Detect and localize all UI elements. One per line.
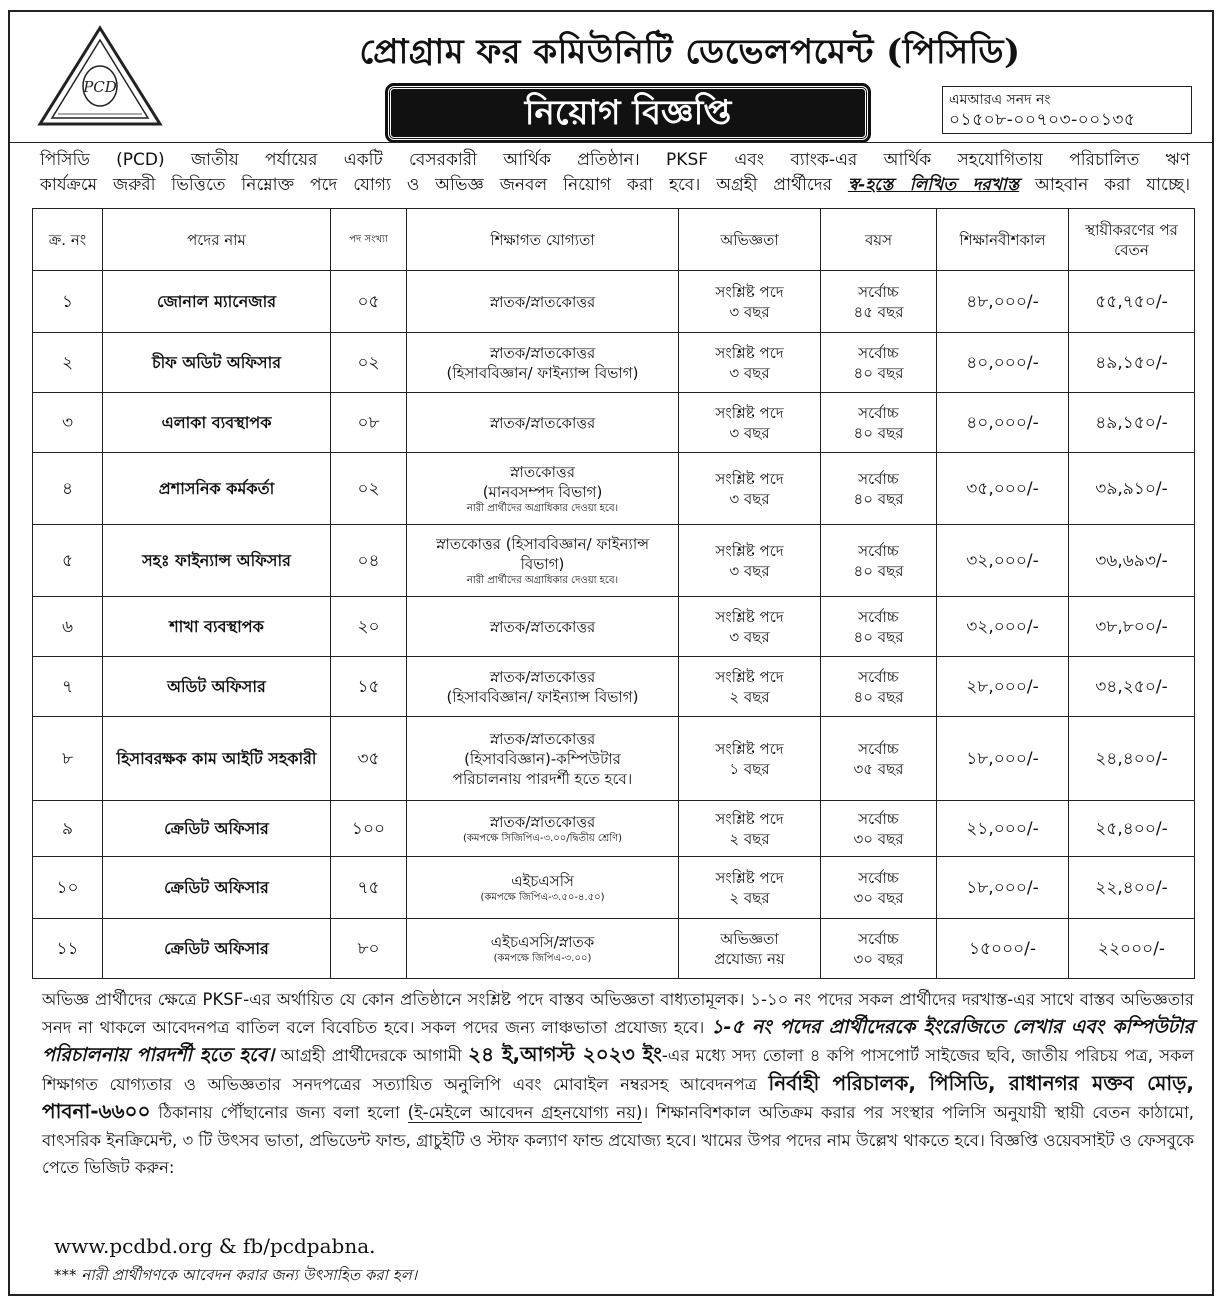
cell-experience bbox=[679, 857, 821, 919]
cell-experience bbox=[679, 657, 821, 717]
cell-post bbox=[103, 453, 331, 525]
cell-count bbox=[331, 393, 407, 453]
serial-value: ৮ bbox=[61, 748, 74, 769]
website-link[interactable]: www.pcdbd.org & fb/pcdpabna. bbox=[54, 1234, 376, 1258]
cell-count bbox=[331, 597, 407, 657]
cell-age bbox=[821, 919, 937, 979]
cell-experience bbox=[679, 801, 821, 857]
experience-years: ২ বছর bbox=[729, 687, 770, 706]
age-label: সর্বোচ্চ bbox=[858, 469, 899, 488]
cell-count bbox=[331, 525, 407, 597]
age-label: সর্বোচ্চ bbox=[858, 607, 899, 626]
permanent-salary: ৪৯,১৫০/- bbox=[1095, 352, 1168, 373]
experience-line: সংশ্লিষ্ট পদে bbox=[715, 541, 784, 560]
age-limit: ৪০ বছর bbox=[853, 561, 904, 580]
age-limit: ৩০ বছর bbox=[853, 888, 904, 907]
education-line: (হিসাববিজ্ঞান)-কম্পিউটার bbox=[464, 749, 621, 768]
cell-salary bbox=[1069, 271, 1195, 333]
header-serial: ক্র. নং bbox=[33, 209, 103, 271]
permanent-salary: ২৪,৪০০/- bbox=[1095, 748, 1168, 769]
header-post: পদের নাম bbox=[103, 209, 331, 271]
education-note: (কমপক্ষে সিজিপিএ-৩.০০/দ্বিতীয় শ্রেণি) bbox=[462, 833, 623, 844]
age-limit: ৪০ বছর bbox=[853, 489, 904, 508]
cell-education bbox=[407, 717, 679, 801]
pcd-triangle-logo-icon bbox=[36, 24, 164, 130]
serial-value: ১০ bbox=[56, 877, 79, 898]
post-count: ০৮ bbox=[357, 412, 380, 433]
age-limit: ৩০ বছর bbox=[853, 829, 904, 848]
header-divider bbox=[10, 142, 1212, 143]
permanent-salary: ২২০০০/- bbox=[1097, 938, 1166, 959]
cell-age bbox=[821, 801, 937, 857]
experience-line: অভিজ্ঞতা bbox=[720, 929, 779, 948]
probation-salary: ২৮,০০০/- bbox=[966, 676, 1039, 697]
header-count: পদ সংখ্যা bbox=[331, 209, 407, 271]
cell-post bbox=[103, 393, 331, 453]
cell-post bbox=[103, 597, 331, 657]
education-line: এইচএসসি bbox=[511, 872, 574, 890]
education-line: স্নাতক/স্নাতকোত্তর bbox=[489, 729, 596, 748]
post-name: হিসাবরক্ষক কাম আইটি সহকারী bbox=[116, 748, 317, 768]
education-line: স্নাতক/স্নাতকোত্তর bbox=[489, 292, 596, 311]
footer-text-3: -এর মধ্যে সদ্য তোলা ৪ কপি পাসপোর্ট সাইজের ছবি, জাতীয় পরিচয় পত্র, সকল শিক্ষাগত যোগ্যতার ও অভিজ্ঞতার সনদপত্রের সত্যায়িত অনুলিপি এবং মোবাইল নম্বরসহ আবেদনপত্র bbox=[42, 1046, 1194, 1094]
logo-text: PCD bbox=[83, 78, 117, 96]
cell-serial bbox=[33, 271, 103, 333]
probation-salary: ৩৫,০০০/- bbox=[966, 478, 1039, 499]
experience-line: সংশ্লিষ্ট পদে bbox=[715, 868, 784, 887]
experience-line: সংশ্লিষ্ট পদে bbox=[715, 739, 784, 758]
education-line: বিভাগ) bbox=[520, 555, 565, 573]
age-label: সর্বোচ্চ bbox=[858, 868, 899, 887]
cell-salary bbox=[1069, 657, 1195, 717]
age-limit: ৩০ বছর bbox=[853, 949, 904, 968]
cell-salary bbox=[1069, 919, 1195, 979]
education-line: এইচএসসি/স্নাতক bbox=[490, 933, 595, 951]
cell-serial bbox=[33, 333, 103, 393]
cell-count bbox=[331, 657, 407, 717]
probation-salary: ৪০,০০০/- bbox=[966, 352, 1039, 373]
table-row bbox=[33, 597, 1195, 657]
cell-age bbox=[821, 657, 937, 717]
post-count: ১০০ bbox=[351, 818, 386, 839]
header-experience: অভিজ্ঞতা bbox=[679, 209, 821, 271]
age-label: সর্বোচ্চ bbox=[858, 403, 899, 422]
education-note: নারী প্রার্থীদের অগ্রাধিকার দেওয়া হবে। bbox=[466, 503, 619, 514]
cell-experience bbox=[679, 919, 821, 979]
experience-years: ২ বছর bbox=[729, 888, 770, 907]
cell-salary bbox=[1069, 801, 1195, 857]
post-name: এলাকা ব্যবস্থাপক bbox=[161, 412, 272, 432]
probation-salary: ১৫০০০/- bbox=[968, 938, 1037, 959]
age-label: সর্বোচ্চ bbox=[858, 809, 899, 828]
permanent-salary: ৩৬,৬৯৩/- bbox=[1095, 550, 1168, 571]
cell-age bbox=[821, 453, 937, 525]
cell-salary bbox=[1069, 857, 1195, 919]
table-row bbox=[33, 857, 1195, 919]
cell-post bbox=[103, 801, 331, 857]
education-line: স্নাতকোত্তর bbox=[510, 463, 575, 481]
table-row bbox=[33, 919, 1195, 979]
experience-years: ১ বছর bbox=[729, 759, 770, 778]
age-label: সর্বোচ্চ bbox=[858, 282, 899, 301]
table-row bbox=[33, 393, 1195, 453]
cell-education bbox=[407, 453, 679, 525]
intro-emphasis: স্ব-হস্তে লিখিত দরখাস্ত bbox=[847, 175, 1020, 195]
experience-line: সংশ্লিষ্ট পদে bbox=[715, 343, 784, 362]
cell-experience bbox=[679, 393, 821, 453]
organization-title: প্রোগ্রাম ফর কমিউনিটি ডেভেলপমেন্ট (পিসিডি) bbox=[359, 32, 1021, 72]
cell-serial bbox=[33, 525, 103, 597]
cell-age bbox=[821, 393, 937, 453]
education-line: (মানবসম্পদ বিভাগ) bbox=[482, 483, 603, 501]
serial-value: ৩ bbox=[61, 412, 74, 433]
experience-line: সংশ্লিষ্ট পদে bbox=[715, 403, 784, 422]
footer-instructions bbox=[42, 986, 1194, 1182]
experience-line: সংশ্লিষ্ট পদে bbox=[715, 469, 784, 488]
cell-serial bbox=[33, 919, 103, 979]
cell-probation bbox=[937, 919, 1069, 979]
cell-experience bbox=[679, 333, 821, 393]
age-limit: ৪৫ বছর bbox=[853, 302, 904, 321]
education-line: স্নাতক/স্নাতকোত্তর bbox=[489, 617, 596, 636]
post-name: সহঃ ফাইন্যান্স অফিসার bbox=[142, 550, 291, 570]
post-count: ৮০ bbox=[357, 938, 380, 959]
intro-line-2 bbox=[40, 173, 1190, 198]
header-salary: স্থায়ীকরণের পর বেতন bbox=[1069, 209, 1195, 271]
cell-post bbox=[103, 333, 331, 393]
post-name: ক্রেডিট অফিসার bbox=[164, 877, 269, 897]
post-name: অডিট অফিসার bbox=[167, 676, 266, 696]
post-name: জোনাল ম্যানেজার bbox=[156, 291, 277, 311]
cell-post bbox=[103, 525, 331, 597]
post-count: ০২ bbox=[357, 352, 380, 373]
serial-value: ৫ bbox=[61, 550, 74, 571]
education-line: পরিচালনায় পারদর্শী হতে হবে। bbox=[452, 769, 633, 788]
registration-label: এমআরএ সনদ নং bbox=[949, 92, 1051, 108]
cell-count bbox=[331, 801, 407, 857]
post-name: ক্রেডিট অফিসার bbox=[164, 818, 269, 838]
age-limit: ৪০ বছর bbox=[853, 687, 904, 706]
cell-age bbox=[821, 333, 937, 393]
post-name: শাখা ব্যবস্থাপক bbox=[169, 616, 264, 636]
email-not-accepted-note: (ই-মেইলে আবেদন গ্রহনযোগ্য নয়) bbox=[407, 1103, 643, 1122]
cell-education bbox=[407, 597, 679, 657]
footer-paragraph bbox=[42, 986, 1194, 1182]
intro-line-1: পিসিডি (PCD) জাতীয় পর্যায়ের একটি বেসরকারী আর্থিক প্রতিষ্ঠান। PKSF এবং ব্যাংক-এর আর্থিক সহযোগিতায় পরিচালিত ঋণ bbox=[40, 150, 1190, 170]
cell-count bbox=[331, 271, 407, 333]
post-count: ০৫ bbox=[357, 291, 380, 312]
cell-education bbox=[407, 801, 679, 857]
header-education: শিক্ষাগত যোগ্যতা bbox=[407, 209, 679, 271]
intro-line-2-text: কার্যক্রমে জরুরী ভিত্তিতে নিম্নোক্ত পদে যোগ্য ও অভিজ্ঞ জনবল নিয়োগ করা হবে। অগ্রহী প্রার্থীদের bbox=[40, 175, 832, 195]
intro-line-2-end: আহবান করা যাচ্ছে। bbox=[1035, 175, 1191, 195]
education-line: (হিসাববিজ্ঞান/ ফাইন্যান্স বিভাগ) bbox=[446, 687, 639, 706]
education-line: স্নাতক/স্নাতকোত্তর bbox=[489, 667, 596, 686]
education-line: স্নাতক/স্নাতকোত্তর bbox=[489, 813, 596, 831]
footer-text-1: অভিজ্ঞ প্রার্থীদের ক্ষেত্রে PKSF-এর অর্থায়িত যে কোন প্রতিষ্ঠানে সংশ্লিষ্ট পদে বাস্তব অভিজ্ঞতা বাধ্যতামূলক। ১-১০ নং পদের সকল প্রার্থীদের দরখাস্ত-এর সাথে বাস্তব অভিজ্ঞতার সনদ না থাকলে আবেদনপত্র বাতিল বলে বিবেচিত হবে। সকল পদের জন্য লাঞ্চভাতা প্রযোজ্য হবে। bbox=[42, 990, 1194, 1037]
notice-title: নিয়োগ বিজ্ঞপ্তি bbox=[388, 86, 868, 140]
education-line: স্নাতকোত্তর (হিসাববিজ্ঞান/ ফাইন্যান্স bbox=[435, 535, 650, 553]
table-row bbox=[33, 453, 1195, 525]
cell-salary bbox=[1069, 393, 1195, 453]
serial-value: ৪ bbox=[61, 478, 74, 499]
header-probation: শিক্ষানবীশকাল bbox=[937, 209, 1069, 271]
registration-number: ০১৫০৮-০০৭০৩-০০১৩৫ bbox=[949, 110, 1136, 130]
age-label: সর্বোচ্চ bbox=[858, 343, 899, 362]
post-name: চীফ অডিট অফিসার bbox=[151, 352, 282, 372]
job-notice-sheet bbox=[8, 10, 1214, 1296]
cell-salary bbox=[1069, 453, 1195, 525]
cell-experience bbox=[679, 525, 821, 597]
table-row bbox=[33, 271, 1195, 333]
table-row bbox=[33, 717, 1195, 801]
table-row bbox=[33, 657, 1195, 717]
experience-years: ৩ বছর bbox=[729, 561, 770, 580]
application-deadline: ২৪ ই,আগস্ট ২০২৩ ইং bbox=[468, 1042, 662, 1066]
permanent-salary: ২২,৪০০/- bbox=[1095, 877, 1168, 898]
cell-age bbox=[821, 271, 937, 333]
cell-post bbox=[103, 271, 331, 333]
cell-serial bbox=[33, 597, 103, 657]
footer-text-4: ঠিকানায় পৌঁছানোর জন্য বলা হলো bbox=[158, 1103, 400, 1122]
probation-salary: ১৮,০০০/- bbox=[966, 748, 1039, 769]
cell-age bbox=[821, 857, 937, 919]
post-count: ০২ bbox=[357, 478, 380, 499]
experience-years: ২ বছর bbox=[729, 829, 770, 848]
cell-serial bbox=[33, 453, 103, 525]
serial-value: ২ bbox=[61, 352, 74, 373]
cell-count bbox=[331, 919, 407, 979]
cell-serial bbox=[33, 393, 103, 453]
age-label: সর্বোচ্চ bbox=[858, 667, 899, 686]
experience-years: ৩ বছর bbox=[729, 302, 770, 321]
table-row bbox=[33, 525, 1195, 597]
experience-line: সংশ্লিষ্ট পদে bbox=[715, 809, 784, 828]
probation-salary: ৩২,০০০/- bbox=[966, 550, 1039, 571]
cell-count bbox=[331, 453, 407, 525]
post-name: ক্রেডিট অফিসার bbox=[164, 938, 269, 958]
cell-post bbox=[103, 657, 331, 717]
cell-experience bbox=[679, 271, 821, 333]
post-count: ১৫ bbox=[357, 676, 380, 697]
cell-probation bbox=[937, 453, 1069, 525]
age-limit: ৪০ বছর bbox=[853, 423, 904, 442]
serial-value: ১১ bbox=[56, 938, 79, 959]
cell-serial bbox=[33, 801, 103, 857]
age-label: সর্বোচ্চ bbox=[858, 739, 899, 758]
cell-post bbox=[103, 717, 331, 801]
job-positions-table bbox=[32, 208, 1195, 979]
serial-value: ১ bbox=[61, 291, 74, 312]
cell-age bbox=[821, 597, 937, 657]
cell-experience bbox=[679, 597, 821, 657]
cell-probation bbox=[937, 271, 1069, 333]
probation-salary: ৪০,০০০/- bbox=[966, 412, 1039, 433]
age-limit: ৪০ বছর bbox=[853, 363, 904, 382]
cell-age bbox=[821, 525, 937, 597]
cell-salary bbox=[1069, 333, 1195, 393]
table-row bbox=[33, 333, 1195, 393]
education-note: (কমপক্ষে জিপিএ-৩.৫০-৪.৫০) bbox=[480, 892, 605, 903]
cell-age bbox=[821, 717, 937, 801]
experience-years: ৩ বছর bbox=[729, 363, 770, 382]
serial-value: ৭ bbox=[61, 676, 74, 697]
post-count: ২০ bbox=[357, 616, 380, 637]
probation-salary: ২১,০০০/- bbox=[966, 818, 1039, 839]
serial-value: ৬ bbox=[61, 616, 74, 637]
age-label: সর্বোচ্চ bbox=[858, 541, 899, 560]
cell-count bbox=[331, 333, 407, 393]
post-count: ৭৫ bbox=[357, 877, 380, 898]
footer-text-2: আগ্রহী প্রার্থীদেরকে আগামী bbox=[280, 1046, 462, 1065]
cell-probation bbox=[937, 393, 1069, 453]
cell-education bbox=[407, 657, 679, 717]
cell-experience bbox=[679, 453, 821, 525]
probation-salary: ১৮,০০০/- bbox=[966, 877, 1039, 898]
cell-post bbox=[103, 919, 331, 979]
cell-count bbox=[331, 857, 407, 919]
cell-education bbox=[407, 393, 679, 453]
footer-italic-requirement: ১-৫ নং পদের প্রার্থীদেরকে ইংরেজিতে লেখার এবং কম্পিউটার পরিচালনায় পারদর্শী হতে হবে। bbox=[42, 1015, 1194, 1066]
footer-text-5: । শিক্ষানবিশকাল অতিক্রম করার পর সংস্থার পলিসি অনুযায়ী স্থায়ী বেতন কাঠামো, বাৎসরিক ইনক্রিমেন্ট, ৩ টি উৎসব ভাতা, প্রভিডেন্ট ফান্ড, গ্রাচুইটি ও স্টাফ কল্যাণ ফান্ড প্রযোজ্য হবে। খামের উপর পদের নাম উল্লেখ থাকতে হবে। বিজ্ঞপ্তি ওয়েবসাইট ও ফেসবুকে পেতে ভিজিট করুন: bbox=[42, 1103, 1194, 1177]
experience-line: সংশ্লিষ্ট পদে bbox=[715, 282, 784, 301]
permanent-salary: ৩৪,২৫০/- bbox=[1095, 676, 1168, 697]
cell-salary bbox=[1069, 597, 1195, 657]
cell-probation bbox=[937, 597, 1069, 657]
application-address: নির্বাহী পরিচালক, পিসিডি, রাধানগর মক্তব মোড়, পাবনা-৬৬০০ bbox=[42, 1070, 1194, 1123]
experience-years: ৩ বছর bbox=[729, 423, 770, 442]
table-header-row bbox=[33, 209, 1195, 271]
experience-years: প্রযোজ্য নয় bbox=[714, 949, 785, 968]
age-limit: ৪০ বছর bbox=[853, 627, 904, 646]
permanent-salary: ৪৯,১৫০/- bbox=[1095, 412, 1168, 433]
experience-line: সংশ্লিষ্ট পদে bbox=[715, 607, 784, 626]
cell-serial bbox=[33, 717, 103, 801]
intro-paragraph bbox=[40, 148, 1190, 198]
age-label: সর্বোচ্চ bbox=[858, 929, 899, 948]
experience-years: ৩ বছর bbox=[729, 627, 770, 646]
education-line: স্নাতক/স্নাতকোত্তর bbox=[489, 343, 596, 362]
serial-value: ৯ bbox=[61, 818, 74, 839]
cell-probation bbox=[937, 657, 1069, 717]
permanent-salary: ৩৮,৮০০/- bbox=[1095, 616, 1168, 637]
age-limit: ৩৫ বছর bbox=[853, 759, 904, 778]
probation-salary: ৪৮,০০০/- bbox=[966, 291, 1039, 312]
permanent-salary: ৫৫,৭৫০/- bbox=[1095, 291, 1168, 312]
header-age: বয়স bbox=[821, 209, 937, 271]
cell-education bbox=[407, 333, 679, 393]
table-row bbox=[33, 801, 1195, 857]
women-encouraged-note: *** নারী প্রার্থীগণকে আবেদন করার জন্য উৎসাহিত করা হল। bbox=[54, 1266, 418, 1284]
cell-probation bbox=[937, 801, 1069, 857]
cell-probation bbox=[937, 857, 1069, 919]
cell-salary bbox=[1069, 717, 1195, 801]
education-line: (হিসাববিজ্ঞান/ ফাইন্যান্স বিভাগ) bbox=[446, 363, 639, 382]
education-note: (কমপক্ষে জিপিএ-৩.০০) bbox=[493, 953, 592, 964]
probation-salary: ৩২,০০০/- bbox=[966, 616, 1039, 637]
cell-experience bbox=[679, 717, 821, 801]
experience-line: সংশ্লিষ্ট পদে bbox=[715, 667, 784, 686]
permanent-salary: ২৫,৪০০/- bbox=[1095, 818, 1168, 839]
cell-education bbox=[407, 271, 679, 333]
cell-probation bbox=[937, 333, 1069, 393]
cell-probation bbox=[937, 717, 1069, 801]
experience-years: ৩ বছর bbox=[729, 489, 770, 508]
cell-education bbox=[407, 857, 679, 919]
cell-count bbox=[331, 717, 407, 801]
education-line: স্নাতক/স্নাতকোত্তর bbox=[489, 413, 596, 432]
cell-probation bbox=[937, 525, 1069, 597]
post-count: ০৪ bbox=[357, 550, 380, 571]
cell-education bbox=[407, 919, 679, 979]
cell-serial bbox=[33, 657, 103, 717]
cell-education bbox=[407, 525, 679, 597]
cell-post bbox=[103, 857, 331, 919]
education-note: নারী প্রার্থীদের অগ্রাধিকার দেওয়া হবে। bbox=[466, 575, 619, 586]
cell-salary bbox=[1069, 525, 1195, 597]
cell-serial bbox=[33, 857, 103, 919]
post-count: ৩৫ bbox=[357, 748, 380, 769]
permanent-salary: ৩৯,৯১০/- bbox=[1095, 478, 1168, 499]
post-name: প্রশাসনিক কর্মকর্তা bbox=[158, 478, 275, 498]
registration-box bbox=[942, 86, 1192, 134]
